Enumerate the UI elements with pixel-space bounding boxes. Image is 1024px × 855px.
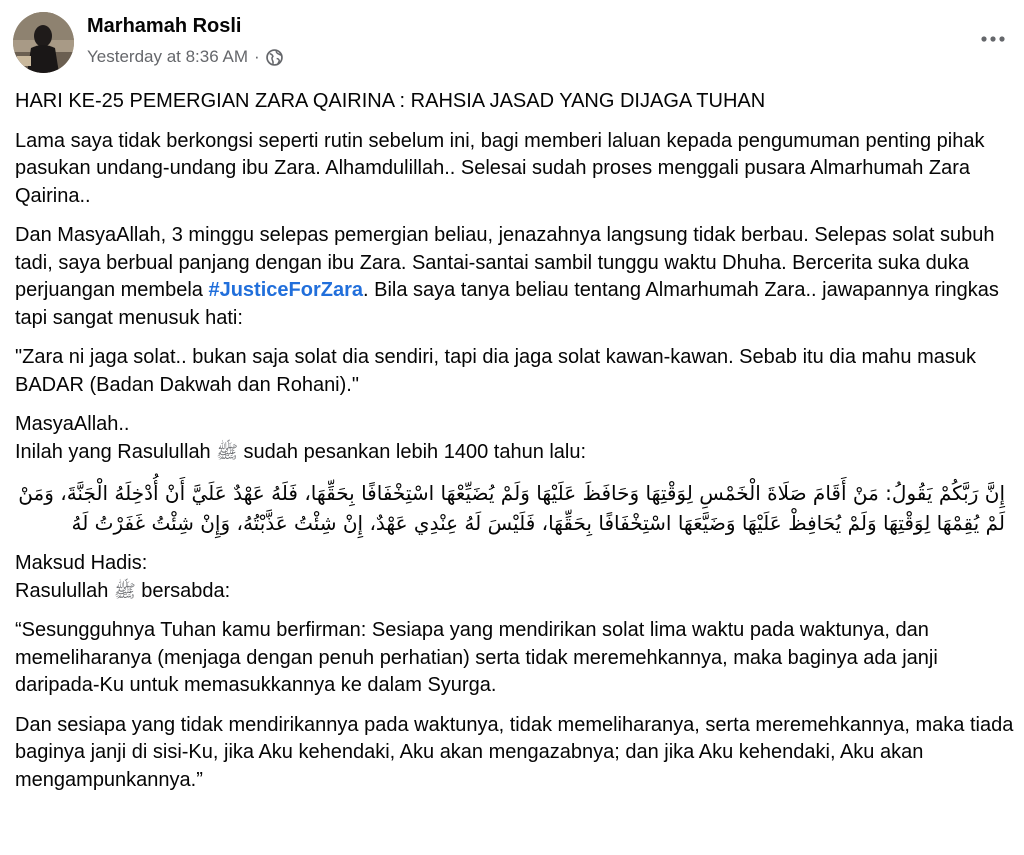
post-body xyxy=(15,88,1015,806)
avatar[interactable] xyxy=(13,12,74,73)
translation-part-2: Dan sesiapa yang tidak mendirikannya pada waktunya, tidak memeliharanya, serta meremehkannya, maka tiada baginya janji di sisi-Ku, jika Aku kehendaki, Aku akan mengazabnya; dan jika Aku kehendaki, Aku akan mengampunkannya.” xyxy=(15,713,1014,791)
post-timestamp[interactable]: Yesterday at 8:36 AM xyxy=(87,47,248,66)
paragraph-intro: Lama saya tidak berkongsi seperti rutin sebelum ini, bagi memberi laluan kepada pengumuman penting pihak pasukan undang-undang ibu Zara. Alhamdulillah.. Selesai sudah proses menggali pusara Almarhumah Zara Qairina.. xyxy=(15,129,985,207)
paragraph-maksud xyxy=(15,550,1015,605)
post-meta xyxy=(87,47,283,67)
bersabda-start: Rasulullah xyxy=(15,579,114,602)
author-name[interactable]: Marhamah Rosli xyxy=(87,15,242,37)
paragraph-story-end: . Bila saya tanya beliau tentang Almarhumah Zara.. jawapannya ringkas tapi sangat menusuk hati: xyxy=(15,279,999,329)
post-title: HARI KE-25 PEMERGIAN ZARA QAIRINA : RAHSIA JASAD YANG DIJAGA TUHAN xyxy=(15,90,766,112)
masyaallah-line: MasyaAllah.. xyxy=(15,413,130,435)
arabic-hadith: إِنَّ رَبَّكُمْ يَقُولُ: مَنْ أَقَامَ صَلَاةَ الْخَمْسِ لِوَقْتِهَا وَحَافَظَ عَلَيْهَا وَلَمْ يُضَيِّعْهَا اسْتِخْفَافًا بِحَقِّهَا، فَلَهُ عَهْدٌ عَلَيَّ أَنْ أُدْخِلَهُ الْجَنَّةَ، وَمَنْ لَمْ يُقِمْهَا لِوَقْتِهَا وَلَمْ يُحَافِظْ عَلَيْهَا وَضَيَّعَهَا اسْتِخْفَافًا بِحَقِّهَا، فَلَيْسَ لَهُ عِنْدِي عَهْدٌ، إِنْ شِئْتُ عَذَّبْتُهُ، وَإِنْ شِئْتُ غَفَرْتُ لَهُ xyxy=(18,481,1005,535)
avatar-image xyxy=(13,12,74,73)
meta-separator: · xyxy=(253,47,260,66)
rasulullah-line-start: Inilah yang Rasulullah xyxy=(15,440,217,463)
salawat-symbol: ﷺ xyxy=(216,441,238,463)
paragraph-story-start: Dan MasyaAllah, 3 minggu selepas pemergian beliau, jenazahnya langsung tidak berbau. Selepas solat subuh tadi, saya berbual panjang dengan ibu Zara. Santai-santai sambil tunggu waktu Dhuha. Bercerita suka duka perjuangan membela xyxy=(15,224,995,301)
salawat-symbol-2: ﷺ xyxy=(113,580,136,602)
translation-part-1: “Sesungguhnya Tuhan kamu berfirman: Sesiapa yang mendirikan solat lima waktu pada waktunya, dan memeliharanya (menjaga dengan penuh perhatian) serta tidak meremehkannya, maka baginya ada janji daripada-Ku untuk memasukkannya ke dalam Syurga. xyxy=(15,619,938,696)
hashtag-link[interactable]: #JusticeForZara xyxy=(208,279,363,301)
rasulullah-line-end: sudah pesankan lebih 1400 tahun lalu: xyxy=(238,440,587,463)
quote-mother: "Zara ni jaga solat.. bukan saja solat dia sendiri, tapi dia jaga solat kawan-kawan. Sebab itu dia mahu masuk BADAR (Badan Dakwah dan Rohani)." xyxy=(15,346,976,396)
globe-icon[interactable] xyxy=(266,49,283,66)
post-header xyxy=(13,12,1013,74)
paragraph-rasulullah xyxy=(15,411,1015,466)
more-options-button[interactable] xyxy=(973,26,1013,52)
paragraph-story xyxy=(15,222,1015,332)
bersabda-end: bersabda: xyxy=(135,579,231,602)
maksud-label: Maksud Hadis: xyxy=(15,552,148,574)
more-options-icon xyxy=(981,36,1005,42)
